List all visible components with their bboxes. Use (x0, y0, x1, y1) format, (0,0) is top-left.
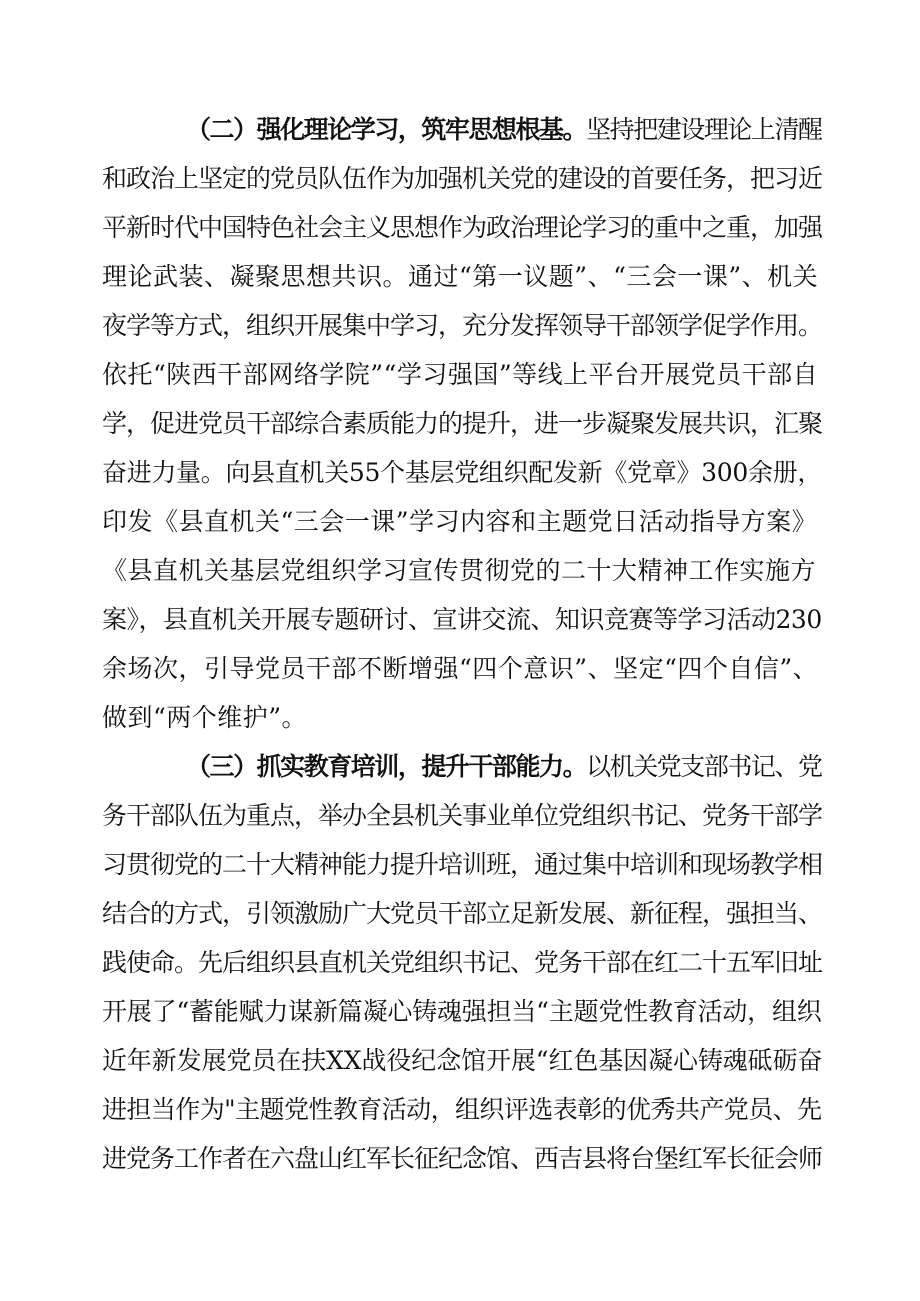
section3-line-4: 践使命。先后组织县直机关党组织书记、党务干部在红二十五军旧址 (102, 948, 823, 977)
section2-line-1: 和政治上坚定的党员队伍作为加强机关党的建设的首要任务，把习近 (102, 164, 823, 193)
section2-line-0: 坚持把建设理论上清醒 (586, 115, 822, 144)
section3-line-5: 开展了“蓄能赋力谋新篇凝心铸魂强担当“主题党性教育活动，组织 (102, 997, 822, 1026)
section3-line-1: 务干部队伍为重点，举办全县机关事业单位党组织书记、党务干部学 (102, 801, 823, 830)
section3-line-8: 进党务工作者在六盘山红军长征纪念馆、西吉县将台堡红军长征会师 (102, 1144, 823, 1173)
section2-line-11: 余场次，引导党员干部不断增强“四个意识”、坚定“四个自信”、 (102, 654, 819, 683)
section3-heading: （三）抓实教育培训，提升干部能力。 (186, 752, 587, 781)
section2-line-7: 奋进力量。向县直机关55个基层党组织配发新《党章》300余册， (102, 458, 823, 487)
section2-line-10: 案》，县直机关开展专题研讨、宣讲交流、知识竞赛等学习活动230 (102, 605, 822, 634)
section2-line-4: 夜学等方式，组织开展集中学习，充分发挥领导干部领学促学作用。 (102, 311, 823, 340)
section3-line-0: 以机关党支部书记、党 (586, 752, 822, 781)
section2-line-8: 印发《县直机关“三会一课”学习内容和主题党日活动指导方案》 (102, 507, 818, 536)
section3-line-3: 结合的方式，引领激励广大党员干部立足新发展、新征程，强担当、 (102, 899, 823, 928)
section3-line-2: 习贯彻党的二十大精神能力提升培训班，通过集中培训和现场教学相 (102, 850, 823, 879)
section3-first-line (186, 747, 822, 787)
section2-line-2: 平新时代中国特色社会主义思想作为政治理论学习的重中之重，加强 (102, 213, 823, 242)
section2-line-6: 学，促进党员干部综合素质能力的提升，进一步凝聚发展共识，汇聚 (102, 409, 823, 438)
section2-line-3: 理论武装、凝聚思想共识。通过“第一议题”、“三会一课”、机关 (102, 262, 819, 291)
section2-first-line (186, 110, 822, 150)
section2-heading: （二）强化理论学习，筑牢思想根基。 (186, 115, 587, 144)
section2-line-9: 《县直机关基层党组织学习宣传贯彻党的二十大精神工作实施方 (102, 556, 817, 585)
section2-line-12: 做到“两个维护”。 (102, 703, 308, 732)
section3-line-6: 近年新发展党员在扶XX战役纪念馆开展“红色基因凝心铸魂砥砺奋 (102, 1046, 823, 1075)
section3-line-7: 进担当作为"主题党性教育活动，组织评选表彰的优秀共产党员、先 (102, 1095, 822, 1124)
section2-line-5: 依托“陕西干部网络学院”“学习强国”等线上平台开展党员干部自 (102, 360, 819, 389)
